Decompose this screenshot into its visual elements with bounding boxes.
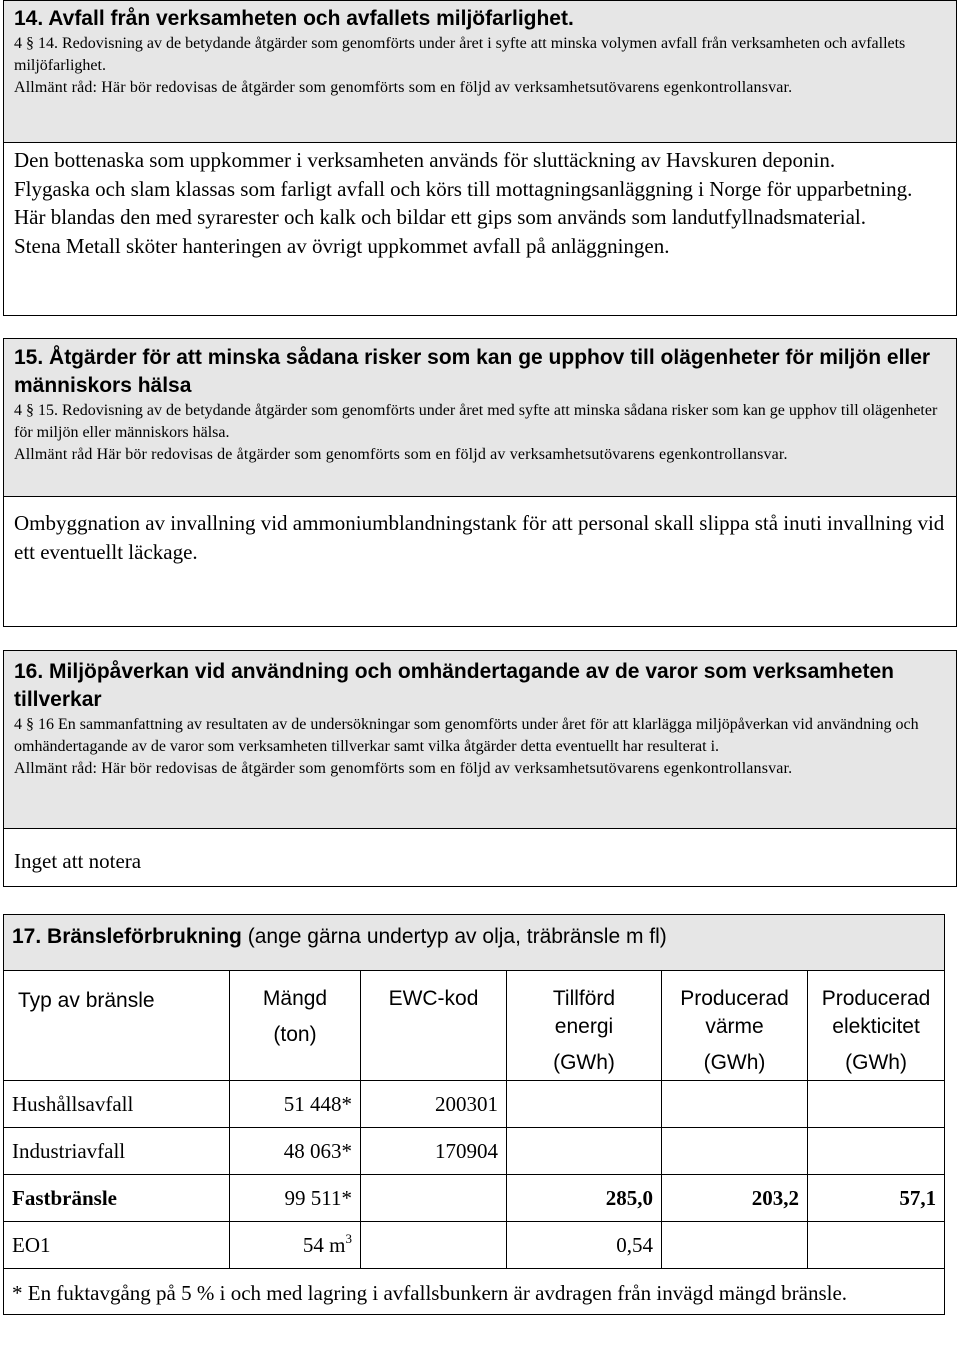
column-header-line: energi — [554, 1015, 614, 1038]
fuel-consumption-table — [3, 914, 945, 1315]
cell-electricity — [808, 1222, 945, 1269]
cell-amount: 48 063* — [230, 1128, 361, 1175]
column-header-line: Tillförd — [552, 987, 616, 1010]
table-row — [4, 1222, 945, 1269]
table-row — [4, 1081, 945, 1128]
section-16-reference: 4 § 16 En sammanfattning av resultaten av de undersökningar som genomförts under året för att klarlägga miljöpåverkan vid användning och omhändertagande av de varor som verksamheten tillverkar samt vilka åtgärder detta eventuellt har resulterat i. — [14, 716, 919, 755]
section-15 — [3, 338, 957, 627]
section-16-body — [4, 829, 956, 876]
section-14-paragraph: Den bottenaska som uppkommer i verksamheten används för sluttäckning av Havskuren deponin. — [14, 148, 836, 172]
cell-fuel-type: EO1 — [4, 1222, 230, 1269]
column-header-line: Mängd — [262, 987, 328, 1010]
column-header-line: Producerad — [680, 987, 789, 1010]
cell-ewc: 170904 — [361, 1128, 507, 1175]
column-header-line: EWC-kod — [388, 987, 479, 1010]
section-14-paragraph: Stena Metall sköter hanteringen av övrigt uppkommet avfall på anläggningen. — [14, 233, 670, 258]
section-16-paragraph: Inget att notera — [14, 849, 142, 873]
cell-electricity: 57,1 — [808, 1175, 945, 1222]
column-header-line: Producerad — [821, 987, 931, 1010]
cell-heat — [662, 1081, 808, 1128]
section-15-header — [4, 339, 956, 497]
amount-unit-superscript: 3 — [345, 1231, 352, 1246]
section-14 — [3, 0, 957, 316]
column-header-line: (GWh) — [703, 1051, 766, 1074]
cell-ewc: 200301 — [361, 1081, 507, 1128]
section-14-header — [4, 1, 956, 143]
column-header-amount — [230, 971, 361, 1081]
column-header-line: elekticitet — [832, 1015, 920, 1038]
column-header-fuel-type — [4, 971, 230, 1081]
cell-energy: 285,0 — [507, 1175, 662, 1222]
fuel-table-footnote: * En fuktavgång på 5 % i och med lagring i avfallsbunkern är avdragen från invägd mängd bränsle. — [4, 1269, 945, 1315]
section-15-advice: Allmänt råd Här bör redovisas de åtgärder som genomförts som en följd av verksamhetsutövarens egenkontrollansvar. — [14, 446, 788, 463]
cell-fuel-type: Hushållsavfall — [4, 1081, 230, 1128]
cell-fuel-type: Industriavfall — [4, 1128, 230, 1175]
fuel-table-footnote-row — [4, 1269, 945, 1315]
section-14-body — [4, 143, 956, 260]
section-16 — [3, 650, 957, 887]
column-header-line: värme — [705, 1015, 764, 1038]
section-16-title: 16. Miljöpåverkan vid användning och omhändertagande av de varor som verksamheten tillverkar — [14, 660, 894, 711]
cell-amount: 51 448* — [230, 1081, 361, 1128]
column-header-line: (GWh) — [845, 1051, 907, 1074]
cell-energy — [507, 1128, 662, 1175]
cell-amount: 99 511* — [230, 1175, 361, 1222]
section-16-header — [4, 651, 956, 829]
column-header-line: (ton) — [273, 1023, 317, 1046]
column-header-line: Typ av bränsle — [18, 989, 155, 1012]
column-header-ewc — [361, 971, 507, 1081]
cell-heat: 203,2 — [662, 1175, 808, 1222]
column-header-electricity — [808, 971, 945, 1081]
section-15-title: 15. Åtgärder för att minska sådana risker som kan ge upphov till olägenheter för miljön eller människors hälsa — [14, 346, 931, 397]
cell-electricity — [808, 1128, 945, 1175]
fuel-table-title-row — [4, 915, 945, 971]
fuel-table-title: 17. Bränsleförbrukning — [12, 925, 242, 948]
cell-amount — [230, 1222, 361, 1269]
cell-heat — [662, 1222, 808, 1269]
cell-energy — [507, 1081, 662, 1128]
section-16-advice: Allmänt råd: Här bör redovisas de åtgärder som genomförts som en följd av verksamhetsutövarens egenkontrollansvar. — [14, 760, 793, 777]
cell-heat — [662, 1128, 808, 1175]
amount-value: 54 m — [302, 1233, 346, 1257]
section-14-title: 14. Avfall från verksamheten och avfallets miljöfarlighet. — [14, 7, 574, 30]
section-14-reference: 4 § 14. Redovisning av de betydande åtgärder som genomförts under året i syfte att minska volymen avfall från verksamheten och avfallets miljöfarlighet. — [14, 35, 906, 74]
section-14-paragraph: Flygaska och slam klassas som farligt avfall och körs till mottagningsanläggning i Norge för upparbetning. Här blandas den med syrarester och kalk och bildar ett gips som används som landutfyllnadsmaterial. — [14, 176, 913, 229]
column-header-energy — [507, 971, 662, 1081]
column-header-line: (GWh) — [553, 1051, 615, 1074]
fuel-table-title-cell — [4, 915, 945, 971]
section-15-paragraph: Ombyggnation av invallning vid ammoniumblandningstank för att personal skall slippa stå inuti invallning vid ett eventuellt läckage. — [14, 511, 945, 564]
table-row — [4, 1128, 945, 1175]
section-15-body — [4, 497, 956, 566]
cell-ewc — [361, 1222, 507, 1269]
section-14-advice: Allmänt råd: Här bör redovisas de åtgärder som genomförts som en följd av verksamhetsutövarens egenkontrollansvar. — [14, 79, 793, 96]
section-15-reference: 4 § 15. Redovisning av de betydande åtgärder som genomförts under året med syfte att minska sådana risker som kan ge upphov till olägenheter för miljön eller människors hälsa. — [14, 402, 938, 441]
table-row — [4, 1175, 945, 1222]
fuel-table-title-note: (ange gärna undertyp av olja, träbränsle m fl) — [241, 925, 667, 948]
cell-energy: 0,54 — [507, 1222, 662, 1269]
cell-fuel-type: Fastbränsle — [4, 1175, 230, 1222]
column-header-heat — [662, 971, 808, 1081]
fuel-table-header-row — [4, 971, 945, 1081]
cell-electricity — [808, 1081, 945, 1128]
cell-ewc — [361, 1175, 507, 1222]
